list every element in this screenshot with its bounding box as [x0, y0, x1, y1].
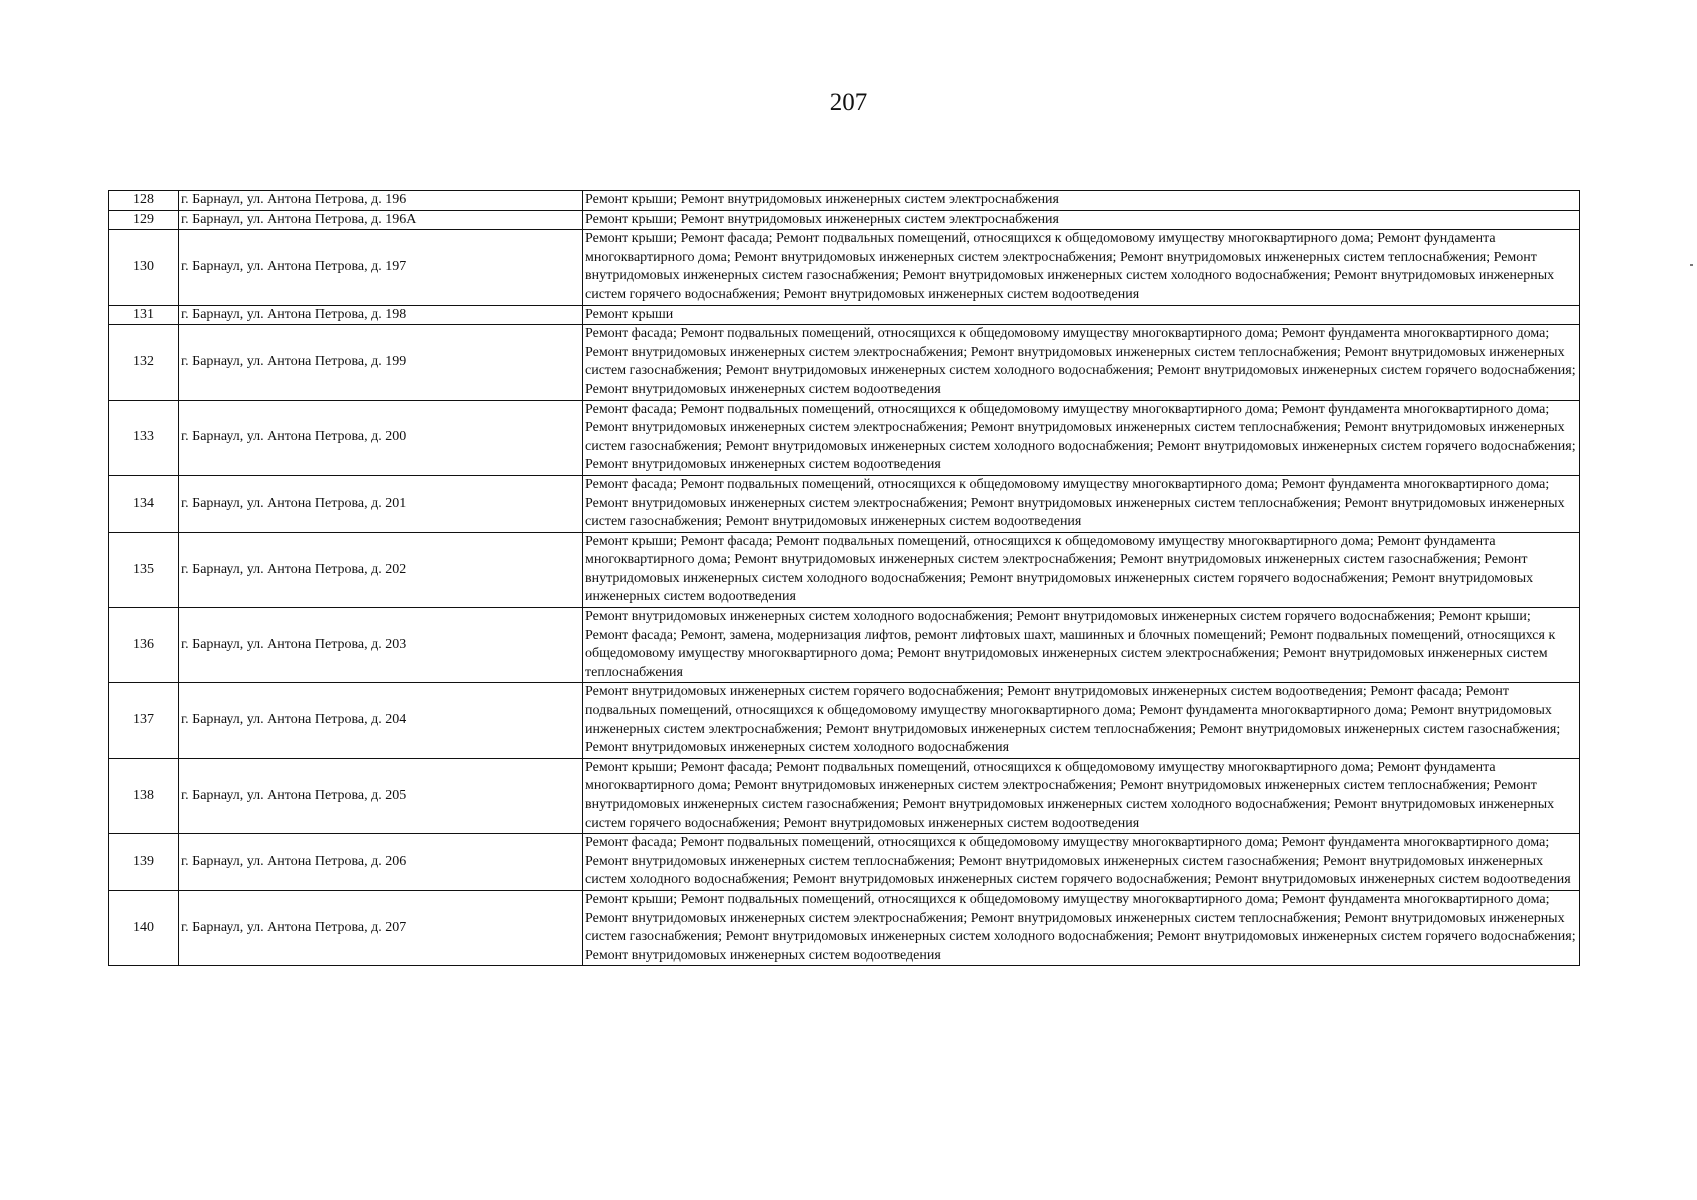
row-works: Ремонт крыши; Ремонт подвальных помещений, относящихся к общедомовому имуществу многоквартирного дома; Ремонт фундамента многоквартирного дома; Ремонт внутридомовых инженерных систем электроснабжения; Ремонт внутридомовых инженерных систем теплоснабжения; Ремонт внутридомовых инженерных систем газоснабжения; Ремонт внутридомовых инженерных систем холодного водоснабжения; Ремонт внутридомовых инженерных систем горячего водоснабжения; Ремонт внутридомовых инженерных систем водоотведения: [583, 890, 1580, 965]
row-works: Ремонт внутридомовых инженерных систем холодного водоснабжения; Ремонт внутридомовых инженерных систем горячего водоснабжения; Ремонт крыши; Ремонт фасада; Ремонт, замена, модернизация лифтов, ремонт лифтовых шахт, машинных и блочных помещений; Ремонт подвальных помещений, относящихся к общедомовому имуществу многоквартирного дома; Ремонт внутридомовых инженерных систем электроснабжения; Ремонт внутридомовых инженерных систем теплоснабжения: [583, 608, 1580, 683]
table-row: [109, 608, 1580, 683]
row-number: 133: [109, 400, 179, 475]
row-address: г. Барнаул, ул. Антона Петрова, д. 203: [179, 608, 583, 683]
row-works: Ремонт крыши; Ремонт фасада; Ремонт подвальных помещений, относящихся к общедомовому имуществу многоквартирного дома; Ремонт фундамента многоквартирного дома; Ремонт внутридомовых инженерных систем электроснабжения; Ремонт внутридомовых инженерных систем газоснабжения; Ремонт внутридомовых инженерных систем холодного водоснабжения; Ремонт внутридомовых инженерных систем горячего водоснабжения; Ремонт внутридомовых инженерных систем водоотведения: [583, 532, 1580, 607]
row-number: 132: [109, 325, 179, 400]
table-row: [109, 834, 1580, 891]
row-number: 138: [109, 758, 179, 833]
row-number: 140: [109, 890, 179, 965]
table-row: [109, 191, 1580, 211]
row-works: Ремонт фасада; Ремонт подвальных помещений, относящихся к общедомовому имуществу многоквартирного дома; Ремонт фундамента многоквартирного дома; Ремонт внутридомовых инженерных систем электроснабжения; Ремонт внутридомовых инженерных систем теплоснабжения; Ремонт внутридомовых инженерных систем газоснабжения; Ремонт внутридомовых инженерных систем холодного водоснабжения; Ремонт внутридомовых инженерных систем горячего водоснабжения; Ремонт внутридомовых инженерных систем водоотведения: [583, 400, 1580, 475]
row-works: Ремонт крыши: [583, 305, 1580, 325]
table-row: [109, 400, 1580, 475]
row-address: г. Барнаул, ул. Антона Петрова, д. 198: [179, 305, 583, 325]
row-address: г. Барнаул, ул. Антона Петрова, д. 196: [179, 191, 583, 211]
row-address: г. Барнаул, ул. Антона Петрова, д. 207: [179, 890, 583, 965]
table-row: [109, 758, 1580, 833]
row-number: 130: [109, 230, 179, 305]
row-address: г. Барнаул, ул. Антона Петрова, д. 200: [179, 400, 583, 475]
row-works: Ремонт внутридомовых инженерных систем горячего водоснабжения; Ремонт внутридомовых инженерных систем водоотведения; Ремонт фасада; Ремонт подвальных помещений, относящихся к общедомовому имуществу многоквартирного дома; Ремонт фундамента многоквартирного дома; Ремонт внутридомовых инженерных систем электроснабжения; Ремонт внутридомовых инженерных систем теплоснабжения; Ремонт внутридомовых инженерных систем газоснабжения; Ремонт внутридомовых инженерных систем холодного водоснабжения: [583, 683, 1580, 758]
row-number: 128: [109, 191, 179, 211]
row-address: г. Барнаул, ул. Антона Петрова, д. 205: [179, 758, 583, 833]
row-works: Ремонт фасада; Ремонт подвальных помещений, относящихся к общедомовому имуществу многоквартирного дома; Ремонт фундамента многоквартирного дома; Ремонт внутридомовых инженерных систем электроснабжения; Ремонт внутридомовых инженерных систем теплоснабжения; Ремонт внутридомовых инженерных систем газоснабжения; Ремонт внутридомовых инженерных систем водоотведения: [583, 475, 1580, 532]
scan-speck: [1690, 264, 1693, 266]
row-number: 135: [109, 532, 179, 607]
row-number: 139: [109, 834, 179, 891]
table-row: [109, 325, 1580, 400]
table-row: [109, 475, 1580, 532]
page-number: 207: [829, 89, 868, 116]
table-row: [109, 683, 1580, 758]
row-works: Ремонт крыши; Ремонт внутридомовых инженерных систем электроснабжения: [583, 191, 1580, 211]
row-number: 137: [109, 683, 179, 758]
row-number: 136: [109, 608, 179, 683]
row-address: г. Барнаул, ул. Антона Петрова, д. 197: [179, 230, 583, 305]
table-row: [109, 532, 1580, 607]
row-works: Ремонт крыши; Ремонт фасада; Ремонт подвальных помещений, относящихся к общедомовому имуществу многоквартирного дома; Ремонт фундамента многоквартирного дома; Ремонт внутридомовых инженерных систем электроснабжения; Ремонт внутридомовых инженерных систем теплоснабжения; Ремонт внутридомовых инженерных систем газоснабжения; Ремонт внутридомовых инженерных систем холодного водоснабжения; Ремонт внутридомовых инженерных систем горячего водоснабжения; Ремонт внутридомовых инженерных систем водоотведения: [583, 758, 1580, 833]
table-row: [109, 305, 1580, 325]
row-address: г. Барнаул, ул. Антона Петрова, д. 206: [179, 834, 583, 891]
table-row: [109, 230, 1580, 305]
row-address: г. Барнаул, ул. Антона Петрова, д. 196А: [179, 210, 583, 230]
row-address: г. Барнаул, ул. Антона Петрова, д. 204: [179, 683, 583, 758]
row-works: Ремонт фасада; Ремонт подвальных помещений, относящихся к общедомовому имуществу многоквартирного дома; Ремонт фундамента многоквартирного дома; Ремонт внутридомовых инженерных систем электроснабжения; Ремонт внутридомовых инженерных систем теплоснабжения; Ремонт внутридомовых инженерных систем газоснабжения; Ремонт внутридомовых инженерных систем холодного водоснабжения; Ремонт внутридомовых инженерных систем горячего водоснабжения; Ремонт внутридомовых инженерных систем водоотведения: [583, 325, 1580, 400]
row-works: Ремонт крыши; Ремонт внутридомовых инженерных систем электроснабжения: [583, 210, 1580, 230]
row-works: Ремонт крыши; Ремонт фасада; Ремонт подвальных помещений, относящихся к общедомовому имуществу многоквартирного дома; Ремонт фундамента многоквартирного дома; Ремонт внутридомовых инженерных систем электроснабжения; Ремонт внутридомовых инженерных систем теплоснабжения; Ремонт внутридомовых инженерных систем газоснабжения; Ремонт внутридомовых инженерных систем холодного водоснабжения; Ремонт внутридомовых инженерных систем горячего водоснабжения; Ремонт внутридомовых инженерных систем водоотведения: [583, 230, 1580, 305]
row-number: 129: [109, 210, 179, 230]
row-address: г. Барнаул, ул. Антона Петрова, д. 199: [179, 325, 583, 400]
row-number: 131: [109, 305, 179, 325]
table-row: [109, 210, 1580, 230]
row-works: Ремонт фасада; Ремонт подвальных помещений, относящихся к общедомовому имуществу многоквартирного дома; Ремонт фундамента многоквартирного дома; Ремонт внутридомовых инженерных систем теплоснабжения; Ремонт внутридомовых инженерных систем газоснабжения; Ремонт внутридомовых инженерных систем холодного водоснабжения; Ремонт внутридомовых инженерных систем горячего водоснабжения; Ремонт внутридомовых инженерных систем водоотведения: [583, 834, 1580, 891]
repair-works-table: [108, 190, 1580, 966]
row-address: г. Барнаул, ул. Антона Петрова, д. 201: [179, 475, 583, 532]
table-row: [109, 890, 1580, 965]
row-number: 134: [109, 475, 179, 532]
row-address: г. Барнаул, ул. Антона Петрова, д. 202: [179, 532, 583, 607]
